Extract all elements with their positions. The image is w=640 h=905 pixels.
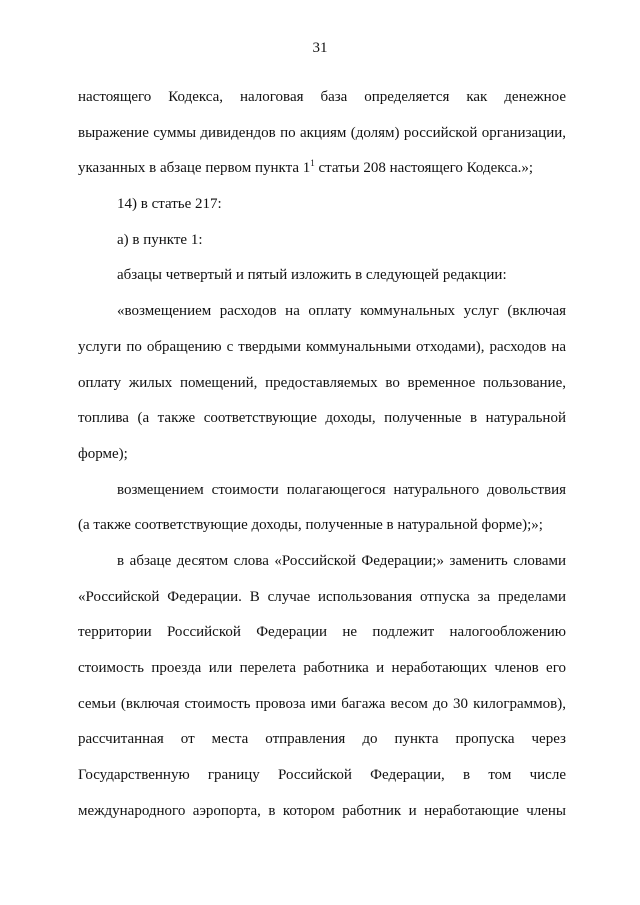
- text-line: рассчитанная от места отправления до пункта пропуска через: [78, 731, 566, 748]
- text-line: (а также соответствующие доходы, полученные в натуральной форме);»;: [78, 517, 543, 534]
- text-line: оплату жилых помещений, предоставляемых во временное пользование,: [78, 374, 566, 391]
- text-line: стоимость проезда или перелета работника и неработающих членов его: [78, 660, 566, 676]
- text-line: «возмещением расходов на оплату коммунальных услуг (включая: [117, 303, 566, 320]
- text-segment: статьи 208 настоящего Кодекса.»;: [314, 160, 534, 177]
- text-line: территории Российской Федерации не подлежит налогообложению: [78, 624, 566, 641]
- text-line: форме);: [78, 445, 128, 462]
- text-line: «Российской Федерации. В случае использования отпуска за пределами: [78, 588, 566, 605]
- text-line: выражение суммы дивидендов по акциям (долям) российской организации,: [78, 124, 566, 141]
- text-line: в абзаце десятом слова «Российской Федерации;» заменить словами: [117, 552, 566, 569]
- text-segment: указанных в абзаце первом пункта 1: [78, 160, 311, 177]
- text-line: настоящего Кодекса, налоговая база определяется как денежное: [78, 89, 566, 105]
- text-line: услуги по обращению с твердыми коммунальными отходами), расходов на: [78, 338, 566, 355]
- text-line: возмещением стоимости полагающегося натурального довольствия: [117, 481, 566, 498]
- text-line: топлива (а также соответствующие доходы, полученные в натуральной: [78, 410, 566, 427]
- text-line: международного аэропорта, в котором работник и неработающие члены: [78, 802, 566, 819]
- text-line: [78, 151, 566, 187]
- text-line: семьи (включая стоимость провоза ими багажа весом до 30 килограммов),: [78, 695, 566, 712]
- text-line: абзацы четвертый и пятый изложить в следующей редакции:: [117, 267, 507, 284]
- superscript: 1: [310, 158, 315, 169]
- page-number: 31: [312, 40, 328, 56]
- document-body: [78, 80, 566, 829]
- text-line: Государственную границу Российской Федерации, в том числе: [78, 767, 566, 784]
- text-line: а) в пункте 1:: [117, 231, 203, 248]
- text-line: 14) в статье 217:: [117, 196, 222, 213]
